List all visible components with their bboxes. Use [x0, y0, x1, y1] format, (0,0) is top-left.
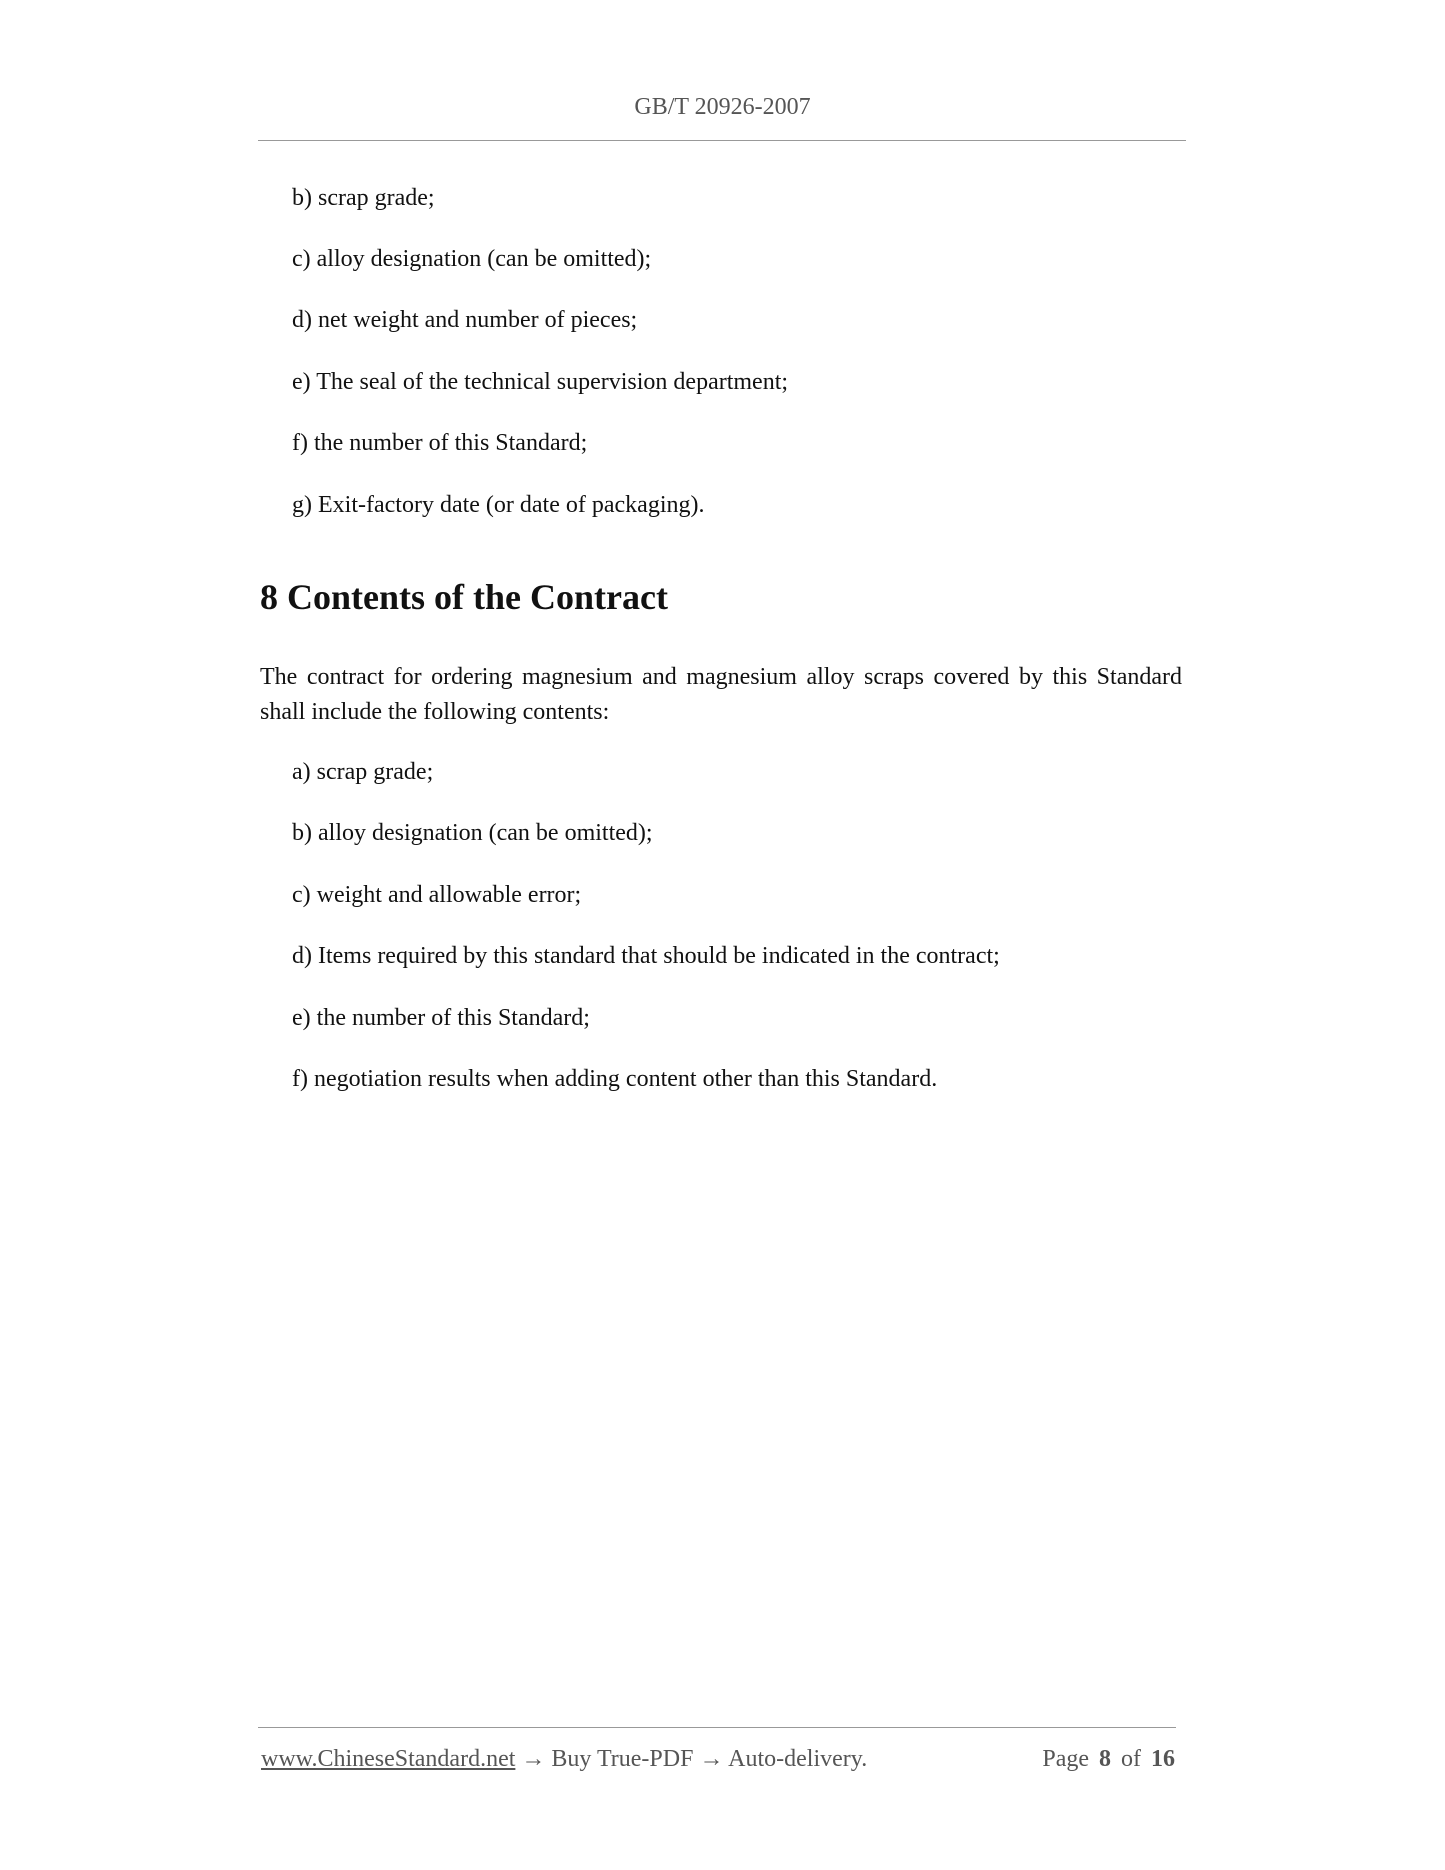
list-item: e) The seal of the technical supervision department;	[292, 369, 789, 395]
list-item: f) negotiation results when adding content other than this Standard.	[292, 1066, 938, 1092]
arrow-right-icon: →	[699, 1746, 724, 1772]
list-item: g) Exit-factory date (or date of packaging).	[292, 492, 705, 518]
section-heading: 8 Contents of the Contract	[260, 577, 668, 617]
arrow-right-icon: →	[521, 1746, 546, 1772]
section-paragraph: The contract for ordering magnesium and magnesium alloy scraps covered by this Standard shall include the following contents:	[260, 664, 1182, 725]
list-item: e) the number of this Standard;	[292, 1005, 590, 1031]
list-item: d) net weight and number of pieces;	[292, 307, 638, 333]
list-item: f) the number of this Standard;	[292, 430, 588, 456]
buy-pdf-text: Buy True-PDF	[551, 1746, 694, 1772]
list-item: d) Items required by this standard that should be indicated in the contract;	[292, 943, 1000, 969]
page-label: Page	[1042, 1746, 1089, 1772]
list-item: a) scrap grade;	[292, 759, 434, 785]
footer-divider	[258, 1727, 1176, 1728]
page-header-title: GB/T 20926-2007	[634, 94, 811, 120]
header-divider	[258, 140, 1186, 141]
of-label: of	[1121, 1746, 1141, 1772]
list-item: c) weight and allowable error;	[292, 882, 582, 908]
page-indicator	[1042, 1744, 1175, 1774]
page-number: 8	[1099, 1746, 1111, 1772]
list-item: b) scrap grade;	[292, 185, 435, 211]
website-link[interactable]: www.ChineseStandard.net	[261, 1746, 516, 1772]
total-pages: 16	[1151, 1746, 1175, 1772]
list-item: c) alloy designation (can be omitted);	[292, 246, 652, 272]
list-item: b) alloy designation (can be omitted);	[292, 820, 653, 846]
footer-promo	[261, 1744, 867, 1774]
auto-delivery-text: Auto-delivery.	[728, 1746, 868, 1772]
